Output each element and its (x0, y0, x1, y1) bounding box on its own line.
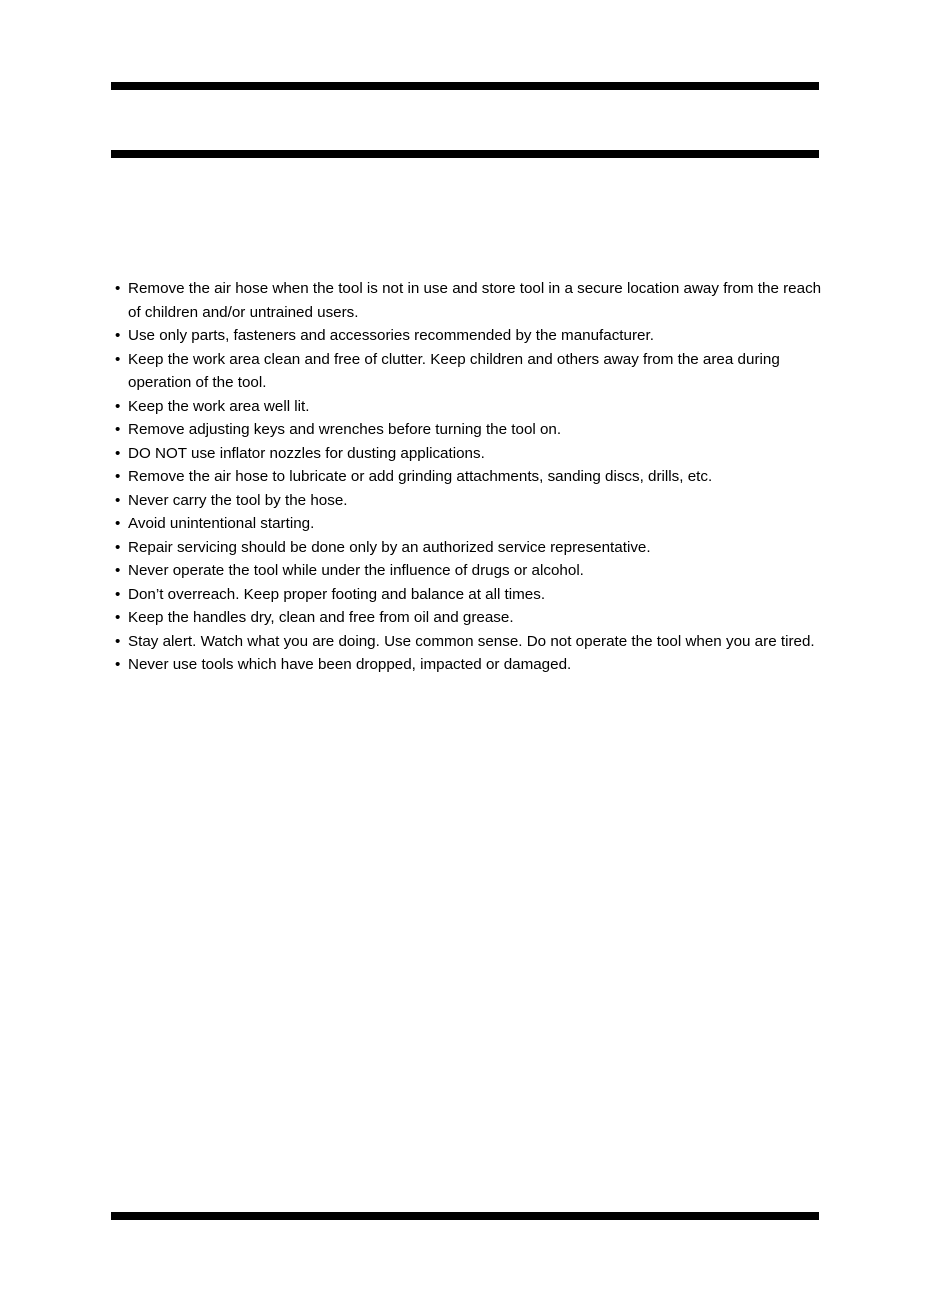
bullet-icon: • (115, 609, 121, 626)
header-rule-top (111, 82, 819, 90)
list-item (115, 512, 827, 536)
bullet-icon: • (115, 327, 121, 344)
bullet-icon: • (115, 350, 121, 368)
bullet-icon: • (115, 468, 121, 485)
list-item-text: Don’t overreach. Keep proper footing and balance at all times. (128, 585, 546, 603)
list-item (115, 348, 827, 395)
list-item (115, 630, 827, 654)
list-item (115, 395, 827, 419)
bullet-icon: • (115, 632, 121, 650)
list-item (115, 559, 827, 583)
list-item (115, 418, 827, 442)
list-item-text: Repair servicing should be done only by an authorized service representative. (128, 538, 651, 556)
list-item-text: Remove adjusting keys and wrenches before turning the tool on. (128, 421, 562, 438)
list-item-text: Remove the air hose when the tool is not in use and store tool in a secure location away from the reach of children and/or untrained users. (128, 280, 822, 321)
bullet-icon: • (115, 491, 121, 509)
list-item-text: Stay alert. Watch what you are doing. Use common sense. Do not operate the tool when you are tired. (128, 632, 815, 650)
list-item (115, 536, 827, 560)
list-item (115, 583, 827, 607)
bullet-icon: • (115, 397, 121, 415)
list-item-text: Keep the handles dry, clean and free from oil and grease. (128, 609, 514, 626)
bullet-icon: • (115, 538, 121, 556)
bullet-icon: • (115, 421, 121, 438)
list-item-text: Avoid unintentional starting. (128, 515, 315, 532)
list-item-text: Keep the work area well lit. (128, 397, 310, 415)
bullet-icon: • (115, 656, 121, 673)
list-item (115, 442, 827, 466)
bullet-icon: • (115, 515, 121, 532)
header-rule-bottom (111, 150, 819, 158)
bullet-icon: • (115, 444, 121, 462)
list-item (115, 606, 827, 630)
bullet-icon: • (115, 585, 121, 603)
list-item-text: Never carry the tool by the hose. (128, 491, 348, 509)
list-item-text: Never operate the tool while under the influence of drugs or alcohol. (128, 562, 584, 579)
list-item-text: DO NOT use inflator nozzles for dusting applications. (128, 444, 485, 462)
list-item-text: Keep the work area clean and free of clutter. Keep children and others away from the area during operation of the tool. (128, 350, 780, 391)
list-item (115, 277, 827, 324)
list-item (115, 653, 827, 677)
list-item-text: Never use tools which have been dropped, impacted or damaged. (128, 656, 572, 673)
list-item-text: Use only parts, fasteners and accessories recommended by the manufacturer. (128, 327, 654, 344)
list-item-text: Remove the air hose to lubricate or add grinding attachments, sanding discs, drills, etc. (128, 468, 713, 485)
list-item (115, 489, 827, 513)
safety-instructions-list (115, 277, 827, 677)
bullet-icon: • (115, 280, 121, 297)
bullet-icon: • (115, 562, 121, 579)
list-item (115, 324, 827, 348)
footer-rule (111, 1212, 819, 1220)
list-item (115, 465, 827, 489)
